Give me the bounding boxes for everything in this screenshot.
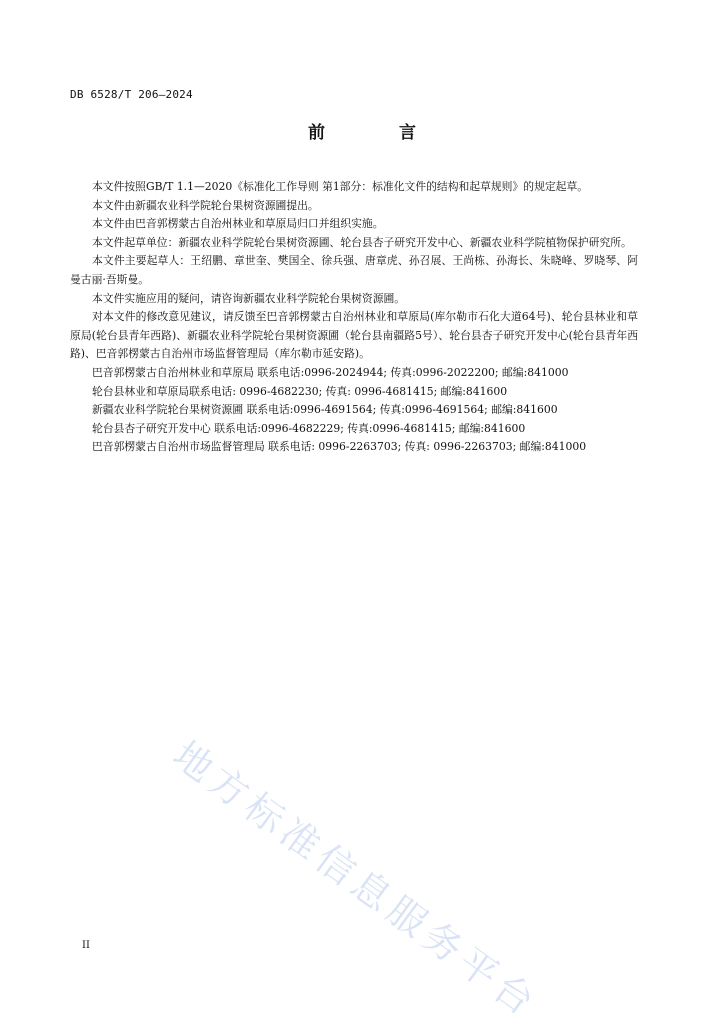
document-code: DB 6528/T 206—2024	[70, 88, 193, 101]
contact-forestry-bureau: 巴音郭楞蒙古自治州林业和草原局 联系电话:0996-2024944; 传真:0996-2022200; 邮编:841000	[92, 365, 569, 379]
foreword-body	[70, 178, 638, 457]
paragraph-drafting-units: 本文件起草单位：新疆农业科学院轮台果树资源圃、轮台县杏子研究开发中心、新疆农业科学院植物保护研究所。	[92, 235, 632, 249]
contact-fruit-nursery: 新疆农业科学院轮台果树资源圃 联系电话:0996-4691564; 传真:0996-4691564; 邮编:841600	[92, 403, 558, 417]
paragraph-feedback: 对本文件的修改意见建议，请反馈至巴音郭楞蒙古自治州林业和草原局(库尔勒市石化大道64号)、轮台县林业和草原局(轮台县青年西路)、新疆农业科学院轮台果树资源圃（轮台县南疆路5号）、轮台县杏子研究开发中心(轮台县青年西路)、巴音郭楞蒙古自治州市场监督管理局（库尔勒市延安路)。	[70, 310, 638, 361]
paragraph-inquiry: 本文件实施应用的疑问，请咨询新疆农业科学院轮台果树资源圃。	[92, 291, 406, 305]
contact-market-bureau: 巴音郭楞蒙古自治州市场监督管理局 联系电话: 0996-2263703; 传真: 0996-2263703; 邮编:841000	[92, 440, 587, 454]
page-title: 前 言	[308, 123, 450, 143]
contact-apricot-center: 轮台县杏子研究开发中心 联系电话:0996-4682229; 传真:0996-4681415; 邮编:841600	[92, 421, 526, 435]
watermark: 地方标准信息服务平台	[165, 732, 547, 1027]
paragraph-drafters: 本文件主要起草人：王绍鹏、章世奎、樊国全、徐兵强、唐章虎、孙召展、王尚栋、孙海长、朱晓峰、罗晓琴、阿曼古丽·吾斯曼。	[70, 254, 638, 286]
contact-luntai-forestry: 轮台县林业和草原局联系电话: 0996-4682230; 传真: 0996-4681415; 邮编:841600	[92, 384, 508, 398]
page-number: II	[82, 940, 90, 951]
paragraph-proposer: 本文件由新疆农业科学院轮台果树资源圃提出。	[92, 198, 319, 212]
paragraph-drafting-basis: 本文件按照GB/T 1.1—2020《标准化工作导则 第1部分：标准化文件的结构和起草规则》的规定起草。	[92, 180, 589, 193]
paragraph-administrator: 本文件由巴音郭楞蒙古自治州林业和草原局归口并组织实施。	[92, 217, 384, 231]
